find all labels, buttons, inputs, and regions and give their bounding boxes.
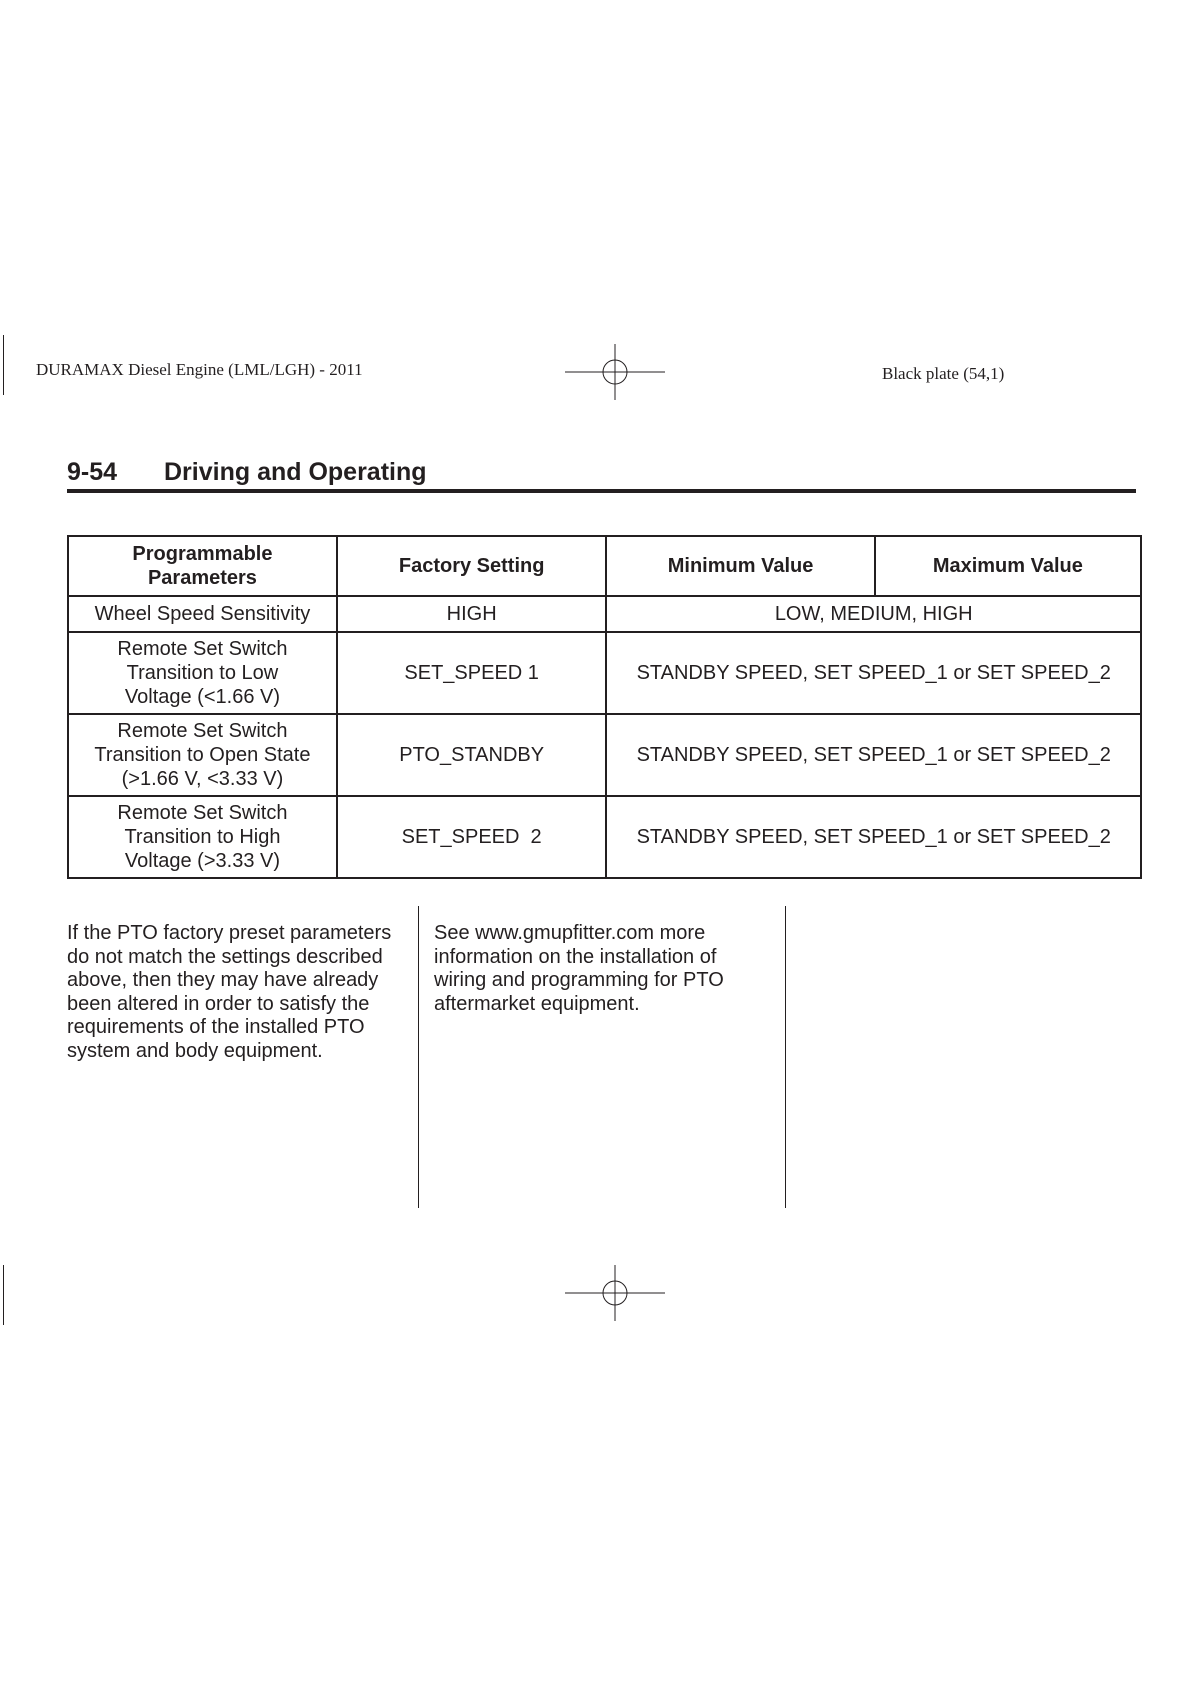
range-cell: STANDBY SPEED, SET SPEED_1 or SET SPEED_2: [606, 632, 1141, 714]
page-number: 9-54: [67, 458, 118, 486]
table-row: [68, 632, 1141, 714]
registration-mark-bottom-icon: [565, 1265, 665, 1321]
crop-mark-left-top: [3, 335, 4, 395]
factory-cell: SET_SPEED 1: [337, 632, 607, 714]
header-programmable-parameters: Programmable Parameters: [68, 536, 337, 596]
section-title: Driving and Operating: [164, 458, 427, 486]
table-row: [68, 714, 1141, 796]
factory-cell: HIGH: [337, 596, 607, 632]
body-paragraph-left: If the PTO factory preset parameters do not match the settings described above, then they may have already been altered in order to satisfy the requirements of the installed PTO system and body equipment.: [67, 922, 392, 1062]
crop-mark-left-bottom: [3, 1265, 4, 1325]
pto-parameters-table: [67, 535, 1142, 879]
table-row: [68, 596, 1141, 632]
parameter-cell: Remote Set Switch Transition to Open State (>1.66 V, <3.33 V): [68, 714, 337, 796]
body-paragraph-right: See www.gmupfitter.com more information on the installation of wiring and programming for PTO aftermarket equipment.: [434, 922, 724, 1015]
plate-label: Black plate (54,1): [882, 364, 1005, 383]
parameter-cell: Remote Set Switch Transition to High Voltage (>3.33 V): [68, 796, 337, 878]
table-header-row: [68, 536, 1141, 596]
section-header: [67, 458, 427, 487]
header-minimum-value: Minimum Value: [606, 536, 874, 596]
range-cell: LOW, MEDIUM, HIGH: [606, 596, 1141, 632]
range-cell: STANDBY SPEED, SET SPEED_1 or SET SPEED_2: [606, 796, 1141, 878]
header-maximum-value: Maximum Value: [875, 536, 1141, 596]
header-factory-setting: Factory Setting: [337, 536, 607, 596]
table-row: [68, 796, 1141, 878]
parameter-cell: Wheel Speed Sensitivity: [68, 596, 337, 632]
registration-mark-top-icon: [565, 344, 665, 400]
header-rule: [67, 489, 1136, 493]
range-cell: STANDBY SPEED, SET SPEED_1 or SET SPEED_2: [606, 714, 1141, 796]
column-divider: [418, 906, 419, 1208]
book-title: DURAMAX Diesel Engine (LML/LGH) - 2011: [36, 360, 363, 379]
factory-cell: SET_SPEED 2: [337, 796, 607, 878]
column-divider: [785, 906, 786, 1208]
parameter-cell: Remote Set Switch Transition to Low Voltage (<1.66 V): [68, 632, 337, 714]
factory-cell: PTO_STANDBY: [337, 714, 607, 796]
